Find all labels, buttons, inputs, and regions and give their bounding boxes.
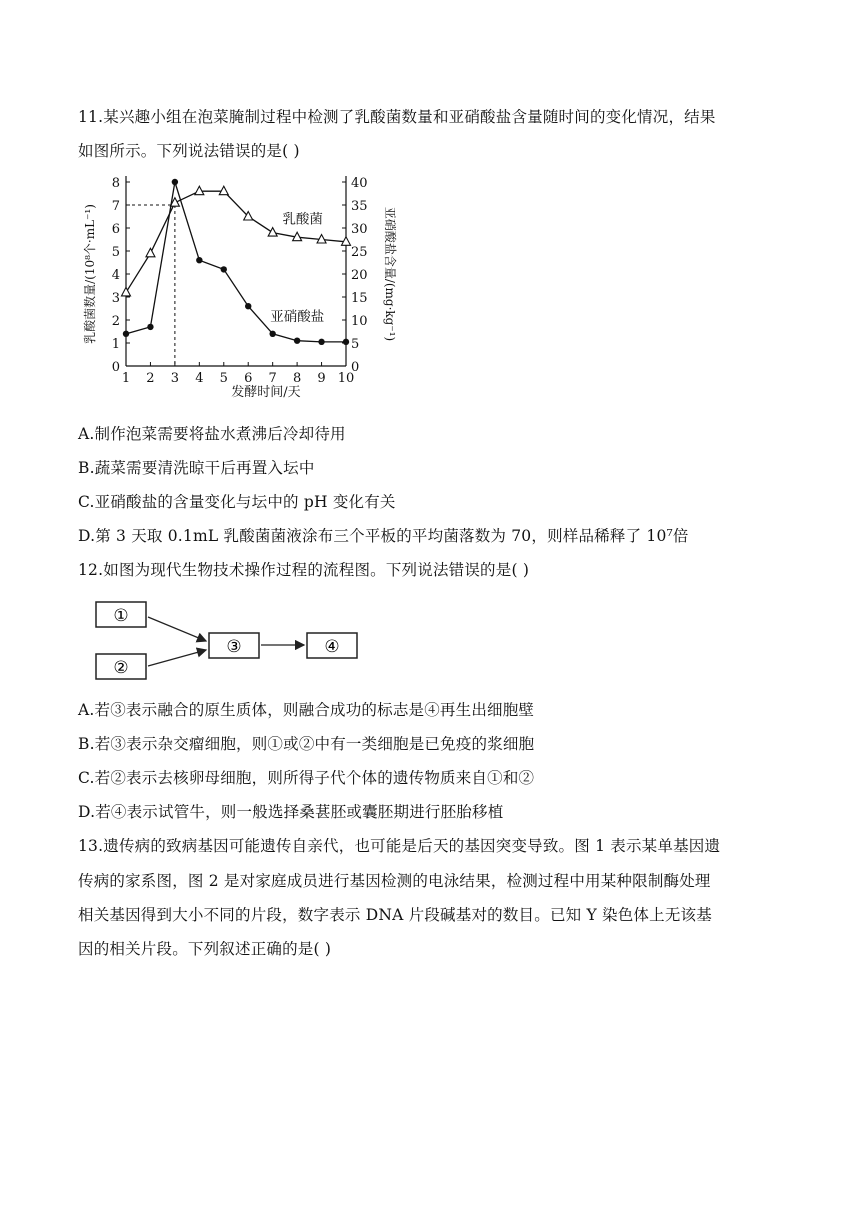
y-left-tick-label: 8 (111, 176, 120, 191)
y-right-tick-label: 25 (351, 245, 368, 260)
y-left-tick-label: 6 (111, 222, 120, 237)
q12-stem: 12.如图为现代生物技术操作过程的流程图。下列说法错误的是( ) (78, 561, 530, 579)
x-tick-label: 9 (317, 371, 326, 386)
flow-box-3-label: ③ (226, 637, 242, 657)
nitrite-point (318, 339, 324, 345)
y-left-tick-label: 5 (111, 245, 120, 260)
nitrite-point (172, 179, 178, 185)
nitrite-point (245, 303, 251, 309)
series-label-nitrite: 亚硝酸盐 (270, 309, 325, 326)
y-right-tick-label: 5 (351, 337, 360, 352)
nitrite-point (294, 338, 300, 344)
q12-option-b: B.若③表示杂交瘤细胞，则①或②中有一类细胞是已免疫的浆细胞 (78, 735, 535, 753)
q11-stem-line-2: 如图所示。下列说法错误的是( ) (78, 142, 300, 160)
flow-box-2-label: ② (113, 658, 129, 678)
flow-arrow-2-to-3 (148, 650, 206, 666)
x-tick-label: 1 (121, 371, 131, 386)
nitrite-point (221, 266, 227, 272)
q11-chart (78, 170, 398, 398)
flow-box-4-label: ④ (324, 637, 340, 657)
x-tick-label: 10 (337, 371, 355, 386)
x-axis-label: 发酵时间/天 (231, 385, 301, 398)
x-tick-label: 5 (219, 371, 228, 386)
x-tick-label: 8 (292, 371, 302, 386)
y-right-tick-label: 10 (351, 314, 368, 329)
y-left-axis-label: 乳酸菌数量/(10⁸个·mL⁻¹) (83, 204, 97, 344)
y-left-tick-label: 1 (111, 337, 120, 352)
q12-flowchart (88, 597, 368, 683)
x-tick-label: 6 (244, 371, 253, 386)
x-tick-label: 4 (195, 371, 204, 386)
nitrite-point (147, 324, 153, 330)
nitrite-point (123, 331, 129, 337)
y-right-tick-label: 30 (351, 222, 368, 237)
q13-stem-line-3: 相关基因得到大小不同的片段，数字表示 DNA 片段碱基对的数目。已知 Y 染色体上无该基 (78, 906, 712, 924)
y-right-tick-label: 0 (351, 360, 360, 375)
q12-option-d: D.若④表示试管牛，则一般选择桑葚胚或囊胚期进行胚胎移植 (78, 803, 504, 821)
nitrite-point (343, 339, 349, 345)
y-right-axis-label: 亚硝酸盐含量/(mg·kg⁻¹) (383, 206, 397, 342)
y-left-tick-label: 2 (111, 314, 120, 329)
flow-box-1-label: ① (113, 606, 129, 626)
q13-stem-line-4: 因的相关片段。下列叙述正确的是( ) (78, 940, 332, 958)
q11-option-a: A.制作泡菜需要将盐水煮沸后冷却待用 (78, 425, 346, 443)
q13-stem-line-1: 13.遗传病的致病基因可能遗传自亲代，也可能是后天的基因突变导致。图 1 表示某单基因遗 (78, 837, 721, 855)
x-tick-label: 2 (146, 371, 155, 386)
y-right-tick-label: 40 (351, 176, 368, 191)
y-right-tick-label: 15 (351, 291, 368, 306)
q12-option-a: A.若③表示融合的原生质体，则融合成功的标志是④再生出细胞壁 (78, 701, 535, 719)
nitrite-point (196, 257, 202, 263)
flow-arrow-1-to-3 (148, 617, 206, 641)
lactobacillus-point (122, 287, 131, 296)
y-left-tick-label: 0 (111, 360, 120, 375)
q11-stem-line-1: 11.某兴趣小组在泡菜腌制过程中检测了乳酸菌数量和亚硝酸盐含量随时间的变化情况，结果 (78, 108, 716, 126)
y-right-tick-label: 20 (351, 268, 368, 283)
y-right-tick-label: 35 (351, 199, 368, 214)
lactobacillus-point (195, 186, 204, 195)
lactobacillus-point (146, 248, 155, 256)
lactobacillus-point (219, 186, 228, 195)
q13-stem-line-2: 传病的家系图，图 2 是对家庭成员进行基因检测的电泳结果，检测过程中用某种限制酶处理 (78, 872, 711, 890)
q11-option-c: C.亚硝酸盐的含量变化与坛中的 pH 变化有关 (78, 493, 396, 511)
x-tick-label: 3 (170, 371, 180, 386)
y-left-tick-label: 7 (111, 199, 120, 214)
lactobacillus-point (268, 228, 277, 237)
series-label-lactobacillus: 乳酸菌 (282, 211, 323, 228)
y-left-tick-label: 4 (111, 268, 120, 283)
x-tick-label: 7 (268, 371, 277, 386)
q11-option-b: B.蔬菜需要清洗晾干后再置入坛中 (78, 459, 315, 477)
y-left-tick-label: 3 (111, 291, 120, 306)
q11-option-d: D.第 3 天取 0.1mL 乳酸菌菌液涂布三个平板的平均菌落数为 70，则样品稀释了 10⁷倍 (78, 527, 689, 545)
q12-option-c: C.若②表示去核卵母细胞，则所得子代个体的遗传物质来自①和② (78, 769, 535, 787)
nitrite-point (269, 331, 275, 337)
